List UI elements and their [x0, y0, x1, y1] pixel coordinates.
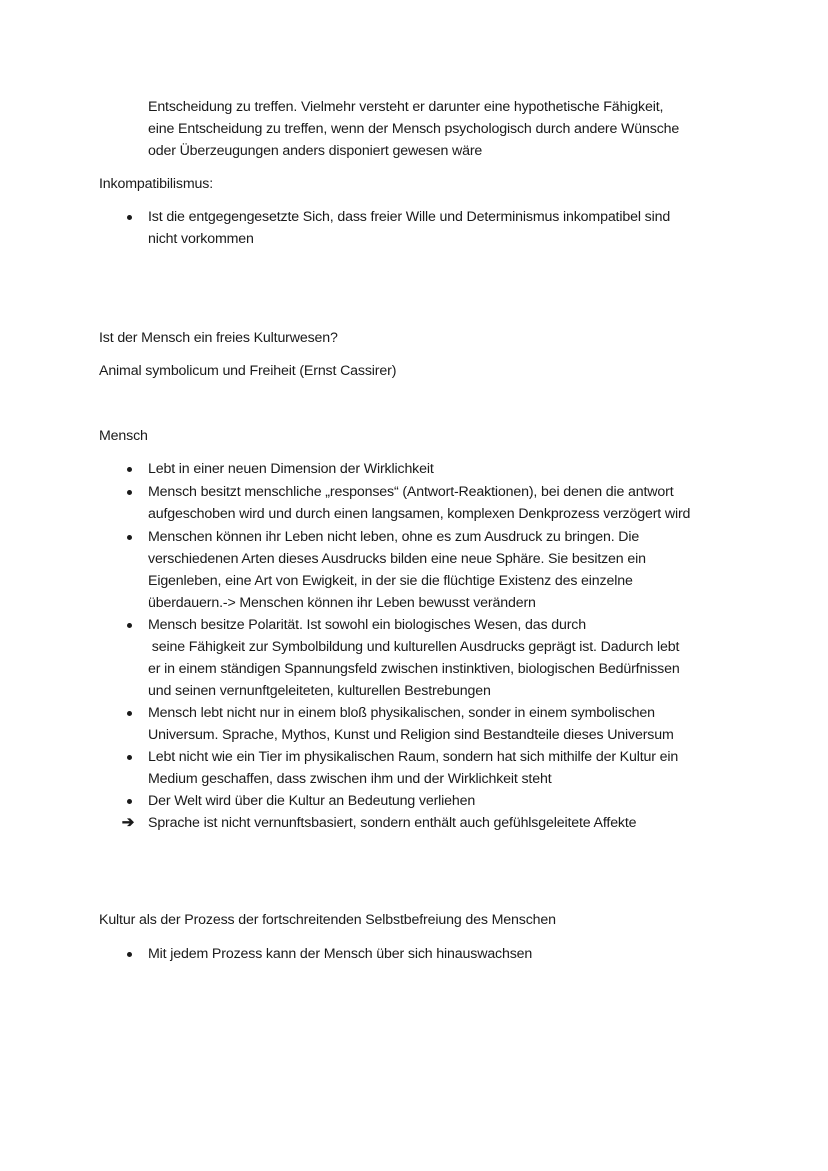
list-item-line: und seinen vernunftgeleiteten, kulturellen Bestrebungen: [148, 683, 491, 699]
list-item-line: Sprache ist nicht vernunftsbasiert, sondern enthält auch gefühlsgeleitete Affekte: [148, 815, 637, 831]
list-item-line: nicht vorkommen: [148, 231, 254, 247]
list-item-line: Menschen können ihr Leben nicht leben, ohne es zum Ausdruck zu bringen. Die: [148, 529, 640, 545]
arrow-right-icon: ➔: [121, 814, 135, 831]
bullet-dot-icon: [122, 943, 136, 965]
section-heading-kultur: Kultur als der Prozess der fortschreitenden Selbstbefreiung des Menschen: [99, 912, 556, 928]
bullet-dot-icon: [122, 614, 136, 636]
subtitle-heading: Animal symbolicum und Freiheit (Ernst Cassirer): [99, 363, 397, 379]
bullet-dot-icon: [122, 790, 136, 812]
bullet-dot-icon: [122, 746, 136, 768]
list-item-line: überdauern.-> Menschen können ihr Leben bewusst verändern: [148, 595, 536, 611]
bullet-dot-icon: [122, 702, 136, 724]
list-item-line: Der Welt wird über die Kultur an Bedeutung verliehen: [148, 793, 476, 809]
bullet-dot-icon: [122, 458, 136, 480]
list-item-line: Lebt in einer neuen Dimension der Wirklichkeit: [148, 461, 434, 477]
continuation-line: eine Entscheidung zu treffen, wenn der Mensch psychologisch durch andere Wünsche: [148, 121, 680, 137]
section-heading-mensch: Mensch: [99, 428, 148, 444]
list-item-line: Mensch besitze Polarität. Ist sowohl ein biologisches Wesen, das durch: [148, 617, 586, 633]
question-heading: Ist der Mensch ein freies Kulturwesen?: [99, 330, 338, 346]
section-heading-inkompatibilismus: Inkompatibilismus:: [99, 176, 213, 192]
list-item-line: Mensch lebt nicht nur in einem bloß physikalischen, sonder in einem symbolischen: [148, 705, 655, 721]
list-item-line: Eigenleben, eine Art von Ewigkeit, in der sie die flüchtige Existenz des einzelne: [148, 573, 633, 589]
list-item-line: er in einem ständigen Spannungsfeld zwischen instinktiven, biologischen Bedürfnissen: [148, 661, 680, 677]
list-item-line: Mensch besitzt menschliche „responses“ (Antwort-Reaktionen), bei denen die antwort: [148, 484, 674, 500]
list-item-line: seine Fähigkeit zur Symbolbildung und kulturellen Ausdrucks geprägt ist. Dadurch lebt: [148, 639, 680, 655]
list-item-line: Universum. Sprache, Mythos, Kunst und Religion sind Bestandteile dieses Universum: [148, 727, 674, 743]
continuation-line: oder Überzeugungen anders disponiert gewesen wäre: [148, 143, 483, 159]
list-item-line: Medium geschaffen, dass zwischen ihm und der Wirklichkeit steht: [148, 771, 552, 787]
list-item-line: aufgeschoben wird und durch einen langsamen, komplexen Denkprozess verzögert wird: [148, 506, 691, 522]
list-item-line: Lebt nicht wie ein Tier im physikalischen Raum, sondern hat sich mithilfe der Kultur ein: [148, 749, 679, 765]
list-item-line: Mit jedem Prozess kann der Mensch über sich hinauswachsen: [148, 946, 533, 962]
continuation-line: Entscheidung zu treffen. Vielmehr versteht er darunter eine hypothetische Fähigkeit,: [148, 99, 664, 115]
bullet-dot-icon: [122, 481, 136, 503]
list-item-line: Ist die entgegengesetzte Sich, dass freier Wille und Determinismus inkompatibel sind: [148, 209, 671, 225]
bullet-dot-icon: [122, 526, 136, 548]
bullet-dot-icon: [122, 206, 136, 228]
list-item-line: verschiedenen Arten dieses Ausdrucks bilden eine neue Sphäre. Sie besitzen ein: [148, 551, 646, 567]
